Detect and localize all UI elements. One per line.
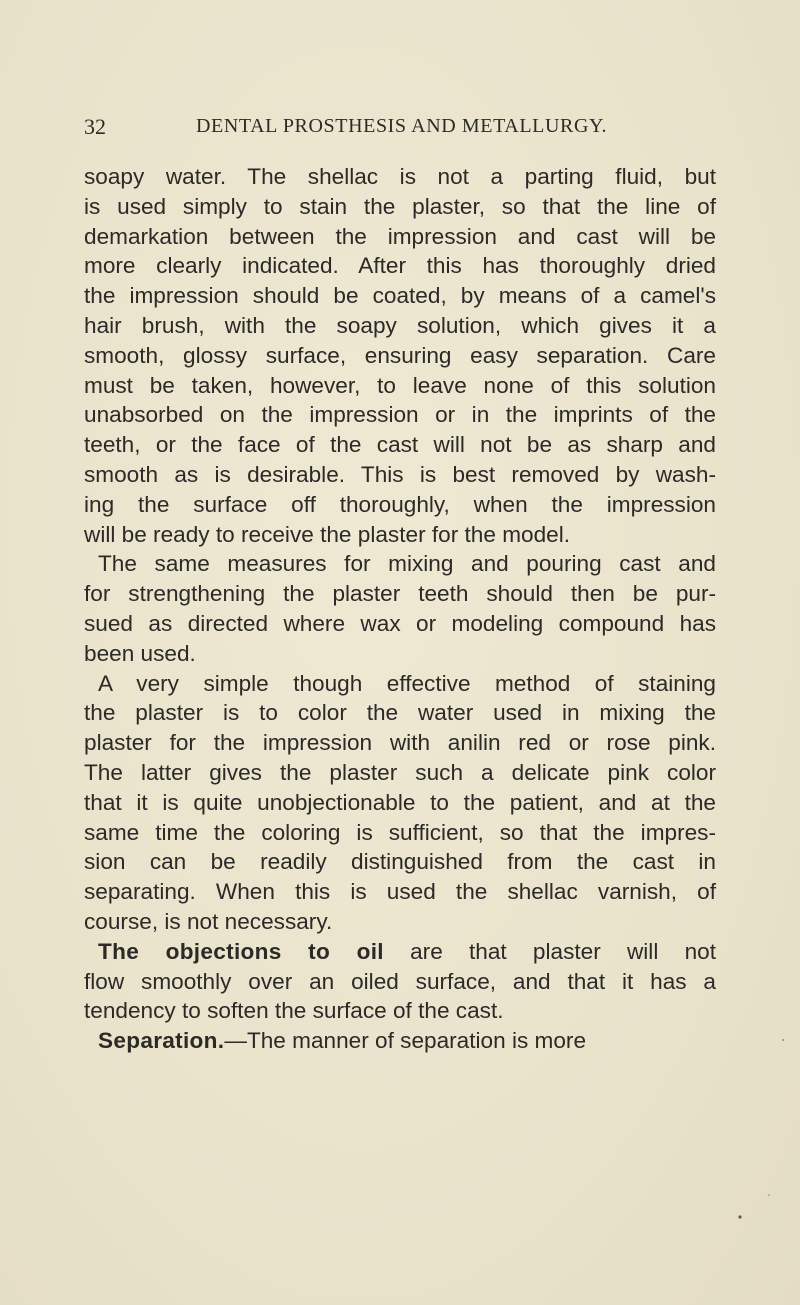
text-line: smooth as is desirable. This is best removed by wash- (84, 461, 716, 487)
text-line: same time the coloring is sufficient, so that the impres- (84, 819, 716, 845)
text-line: been used. (84, 640, 196, 666)
text-line: plaster for the impression with anilin red or rose pink. (84, 730, 716, 756)
text-line: demarkation between the impression and cast will be (84, 223, 716, 249)
text-line: for strengthening the plaster teeth should then be pur- (84, 581, 716, 607)
text-line: tendency to soften the surface of the cast. (84, 998, 504, 1024)
separation-paragraph-line (84, 1026, 716, 1056)
page-number: 32 (84, 114, 106, 139)
text-line: A very simple though effective method of staining (98, 670, 716, 696)
text-line: the plaster is to color the water used in mixing the (84, 700, 716, 726)
objections-heading: The objections to oil (98, 938, 384, 964)
text-line: unabsorbed on the impression or in the imprints of the (84, 402, 716, 428)
text-line: flow smoothly over an oiled surface, and that it has a (84, 968, 716, 994)
text-line: separating. When this is used the shellac varnish, of (84, 879, 716, 905)
text-line: is used simply to stain the plaster, so that the line of (84, 193, 716, 219)
text-line: will be ready to receive the plaster for the model. (84, 521, 571, 547)
text-line: that it is quite unobjectionable to the patient, and at the (84, 789, 716, 815)
body-text (84, 162, 716, 1056)
text-line: must be taken, however, to leave none of this solution (84, 372, 716, 398)
objections-paragraph-line (84, 937, 716, 967)
paper-speck (782, 1039, 784, 1041)
running-head: DENTAL PROSTHESIS AND METALLURGY. (196, 115, 608, 137)
paper-speck (738, 1215, 741, 1218)
text-line: The same measures for mixing and pouring cast and (98, 551, 716, 577)
text-line: hair brush, with the soapy solution, which gives it a (84, 312, 716, 338)
page-header (84, 114, 724, 142)
text-line: the impression should be coated, by means of a camel's (84, 283, 716, 309)
text-line: sion can be readily distinguished from the cast in (84, 849, 716, 875)
text-line: course, is not necessary. (84, 908, 333, 934)
text-line: soapy water. The shellac is not a parting fluid, but (84, 164, 716, 189)
objections-text: are that plaster will not (383, 938, 716, 964)
text-line: sued as directed where wax or modeling compound has (84, 610, 716, 636)
separation-text: —The manner of separation is more (224, 1028, 587, 1054)
text-line: teeth, or the face of the cast will not be as sharp and (84, 432, 716, 458)
text-line: The latter gives the plaster such a delicate pink color (84, 759, 716, 785)
paper-speck (768, 1194, 770, 1196)
text-line: more clearly indicated. After this has thoroughly dried (84, 253, 716, 279)
separation-heading: Separation. (98, 1028, 225, 1054)
text-line: smooth, glossy surface, ensuring easy separation. Care (84, 342, 716, 368)
text-line: ing the surface off thoroughly, when the impression (84, 491, 716, 517)
